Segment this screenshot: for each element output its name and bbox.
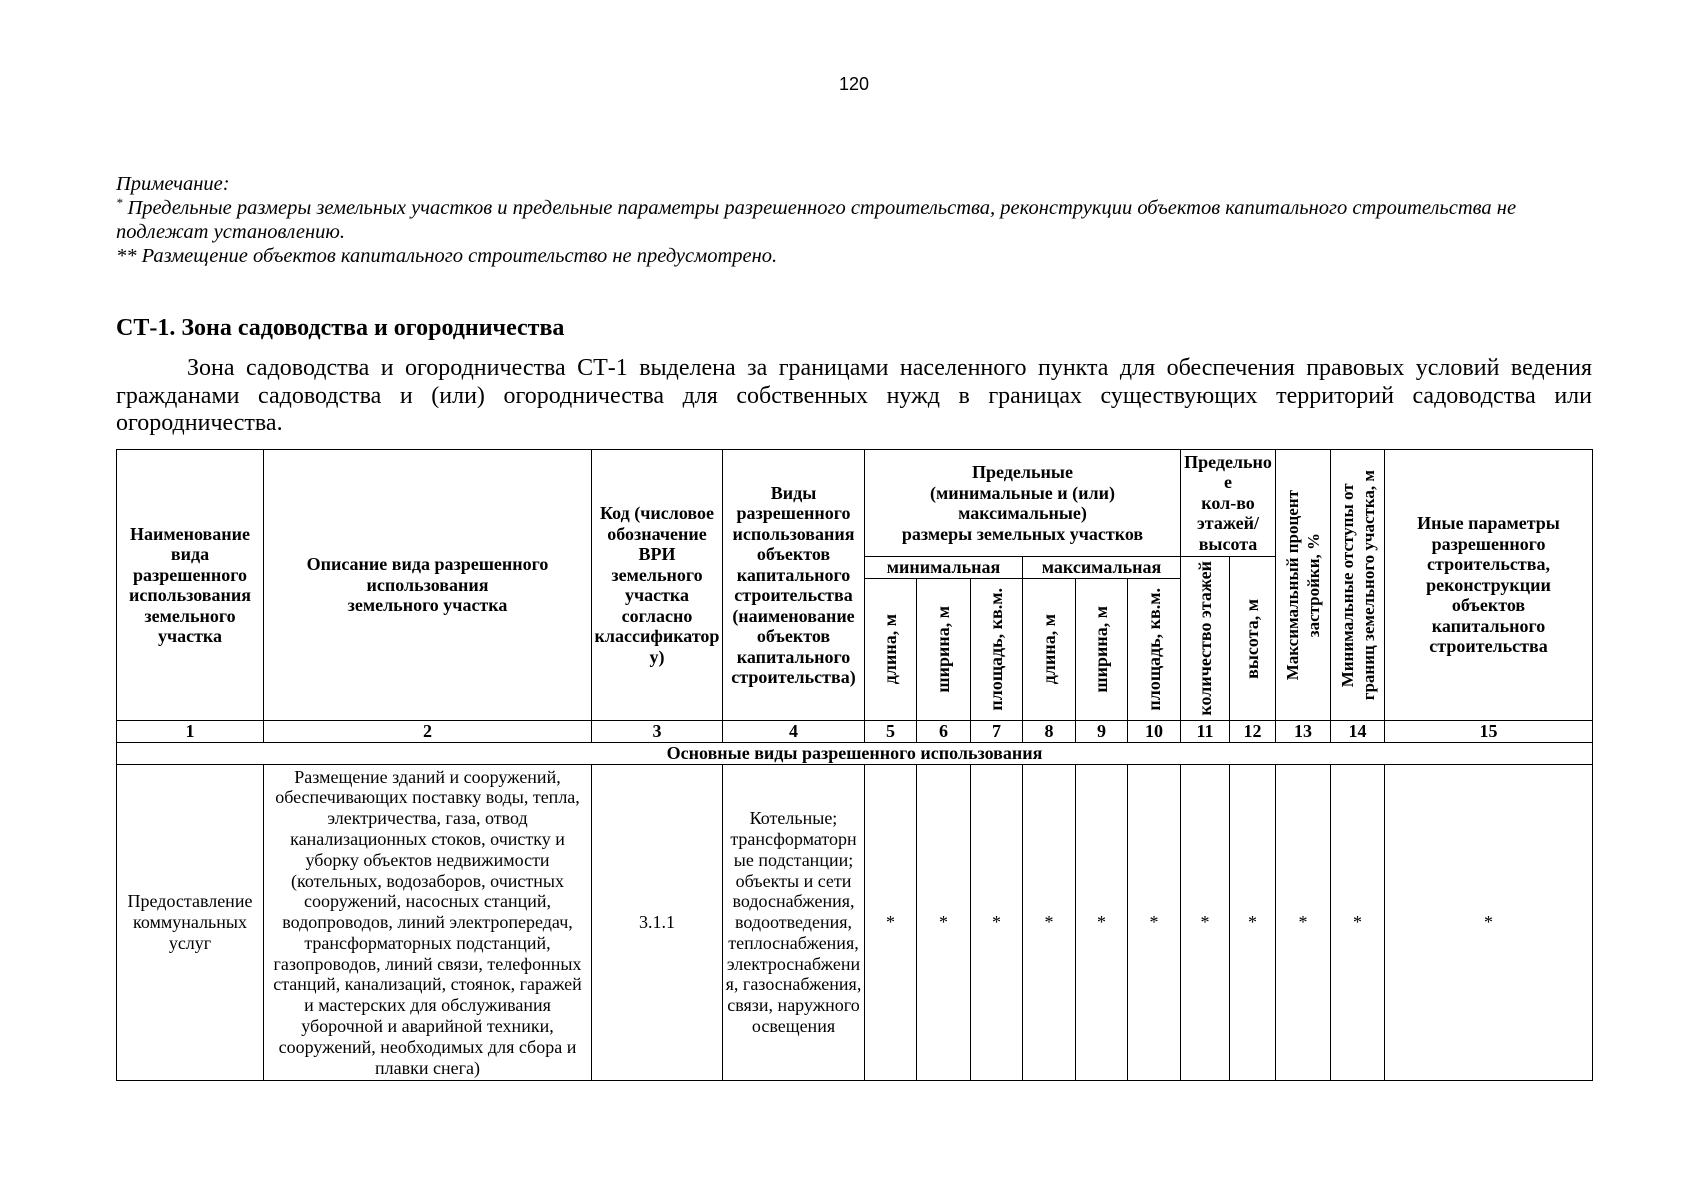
text-line: участка bbox=[624, 585, 690, 605]
header-min-area bbox=[971, 579, 1023, 721]
header-floor-count-text: количество этажей bbox=[1194, 561, 1215, 716]
cell-min-width: * bbox=[917, 765, 971, 1081]
text-line: сооружений, насосных станций, bbox=[304, 891, 551, 912]
intro-paragraph bbox=[116, 355, 1592, 438]
text-line: классификатор bbox=[594, 626, 720, 646]
text-line: водопроводов, линий электропередач, bbox=[282, 912, 573, 933]
text-line: коммунальных bbox=[133, 912, 247, 933]
header-max-width bbox=[1076, 579, 1128, 721]
text-line: обеспечивающих поставку воды, тепла, bbox=[275, 787, 580, 808]
column-number: 4 bbox=[723, 721, 865, 743]
text-line: Иные параметры bbox=[1417, 513, 1560, 534]
text-line: строительства) bbox=[731, 667, 856, 687]
cell-other-parameters: * bbox=[1385, 765, 1593, 1081]
note-2: ** Размещение объектов капитального строительство не предусмотрено. bbox=[116, 244, 778, 267]
column-number: 10 bbox=[1128, 721, 1181, 743]
text-line: ые подстанции; bbox=[733, 849, 854, 870]
cell-max-width: * bbox=[1076, 765, 1128, 1081]
text-line: Предельно bbox=[1184, 451, 1272, 472]
text-line: максимальные) bbox=[958, 503, 1087, 523]
column-number: 9 bbox=[1076, 721, 1128, 743]
text-line: капитального bbox=[1431, 615, 1546, 636]
header-height-text: высота, м bbox=[1242, 598, 1262, 679]
header-max-width-text: ширина, м bbox=[1091, 606, 1111, 693]
text-line: земельного участка bbox=[347, 595, 508, 616]
column-number: 15 bbox=[1385, 721, 1593, 743]
header-floors-height-limits bbox=[1181, 450, 1276, 557]
land-use-table bbox=[116, 449, 1593, 1081]
text-line: этажей/ bbox=[1197, 513, 1260, 534]
section-row bbox=[117, 743, 1593, 765]
header-maximal: максимальная bbox=[1023, 557, 1181, 579]
text-line: водоснабжения, bbox=[732, 891, 855, 912]
note-1-text: Предельные размеры земельных участков и предельные параметры разрешенного строительства, реконструкции объектов капитального строительства не bbox=[127, 196, 1517, 219]
column-number: 3 bbox=[592, 721, 723, 743]
column-number: 2 bbox=[264, 721, 592, 743]
text-line: Котельные; bbox=[749, 808, 838, 829]
header-floor-count bbox=[1181, 557, 1230, 721]
header-land-use-description bbox=[264, 450, 592, 721]
header-land-use-name bbox=[117, 450, 264, 721]
text-line: трансформаторных подстанций, bbox=[304, 932, 551, 953]
cell-min-length: * bbox=[865, 765, 917, 1081]
header-plot-size-limits bbox=[865, 450, 1181, 557]
cell-max-length: * bbox=[1023, 765, 1076, 1081]
text-line: и мастерских для обслуживания bbox=[304, 995, 551, 1016]
header-min-length-text: длина, м bbox=[880, 614, 900, 685]
text-line: застройки, % bbox=[1304, 532, 1324, 638]
cell-max-building-percent: * bbox=[1276, 765, 1331, 1081]
column-number: 8 bbox=[1023, 721, 1076, 743]
text-line: (минимальные и (или) bbox=[930, 482, 1115, 503]
text-line: (котельных, водозаборов, очистных bbox=[291, 870, 564, 891]
header-min-area-text: площадь, кв.м. bbox=[986, 588, 1006, 711]
text-line: разрешенного bbox=[1431, 533, 1546, 554]
column-number: 12 bbox=[1230, 721, 1276, 743]
header-max-area bbox=[1128, 579, 1181, 721]
text-line: кол-во bbox=[1201, 492, 1255, 513]
notes-block bbox=[116, 173, 1516, 268]
note-1 bbox=[116, 194, 1517, 222]
intro-line: Зона садоводства и огородничества СТ-1 выделена за границами населенного пункта для обеспечения правовых условий ведения bbox=[187, 355, 1592, 381]
cell-floor-count: * bbox=[1181, 765, 1230, 1081]
header-row bbox=[117, 450, 1593, 557]
intro-line: огородничества. bbox=[116, 410, 283, 436]
text-line: плавки снега) bbox=[375, 1057, 480, 1078]
text-line: канализационных стоков, очистку и bbox=[290, 828, 565, 849]
text-line: Максимальный процент bbox=[1283, 489, 1303, 681]
header-vri-code bbox=[592, 450, 723, 721]
text-line: Предоставление bbox=[127, 891, 253, 912]
text-line: разрешенного bbox=[736, 503, 851, 523]
header-min-width-text: ширина, м bbox=[933, 606, 953, 693]
text-line: высота bbox=[1198, 533, 1258, 554]
text-line: Наименование bbox=[130, 523, 250, 544]
text-line: связи, наружного bbox=[727, 995, 860, 1016]
column-number: 11 bbox=[1181, 721, 1230, 743]
text-line: Описание вида разрешенного bbox=[306, 554, 549, 575]
text-line: использования bbox=[129, 585, 251, 605]
table-row bbox=[117, 765, 1593, 1081]
text-line: Минимальные отступы от bbox=[1337, 483, 1357, 687]
text-line: е bbox=[1224, 472, 1232, 493]
text-line: электричества, газа, отвод bbox=[327, 808, 528, 829]
text-line: объектов bbox=[756, 544, 831, 564]
text-line: обозначение bbox=[607, 523, 707, 544]
text-line: капитального bbox=[736, 564, 851, 585]
text-line: земельного bbox=[144, 605, 236, 626]
header-other-parameters bbox=[1385, 450, 1593, 721]
text-line: капитального bbox=[736, 646, 851, 667]
text-line: электроснабжени bbox=[726, 953, 861, 974]
text-line: использования bbox=[732, 523, 855, 544]
text-line: Размещение зданий и сооружений, bbox=[294, 766, 561, 787]
column-number-row bbox=[117, 721, 1593, 743]
header-capital-object-types bbox=[723, 450, 865, 721]
cell-capital-object-types bbox=[723, 765, 865, 1081]
intro-line: гражданами садоводства и (или) огородничества для собственных нужд в границах существующих территорий садоводства или bbox=[116, 382, 1592, 409]
column-number: 1 bbox=[117, 721, 264, 743]
text-line: уборочной и аварийной техники, bbox=[301, 1016, 554, 1037]
page-number: 120 bbox=[838, 74, 870, 94]
section-label: Основные виды разрешенного использования bbox=[117, 743, 1593, 765]
cell-land-use-description bbox=[264, 765, 592, 1081]
text-line: освещения bbox=[751, 1016, 836, 1037]
text-line: границ земельного участка, м bbox=[1358, 469, 1378, 701]
text-line: уборку объектов недвижимости bbox=[305, 849, 550, 870]
text-line: объектов bbox=[756, 626, 831, 646]
text-line: строительства bbox=[1429, 636, 1548, 657]
text-line: строительства, bbox=[1427, 554, 1550, 575]
text-line: сооружений, необходимых для сбора и bbox=[278, 1036, 577, 1057]
text-line: вида bbox=[170, 544, 210, 564]
header-min-width bbox=[917, 579, 971, 721]
column-number: 13 bbox=[1276, 721, 1331, 743]
text-line: теплоснабжения, bbox=[728, 932, 859, 953]
cell-min-setbacks: * bbox=[1331, 765, 1385, 1081]
cell-vri-code: 3.1.1 bbox=[592, 765, 723, 1081]
header-max-building-percent-text bbox=[1282, 490, 1324, 680]
text-line: реконструкции bbox=[1426, 574, 1551, 595]
text-line: земельного bbox=[611, 564, 703, 585]
header-minimal: минимальная bbox=[865, 557, 1023, 579]
header-min-setbacks bbox=[1331, 450, 1385, 721]
text-line: Код (числовое bbox=[600, 503, 714, 523]
header-max-building-percent bbox=[1276, 450, 1331, 721]
header-min-length bbox=[865, 579, 917, 721]
text-line: (наименование bbox=[732, 605, 855, 626]
header-max-length-text: длина, м bbox=[1038, 614, 1059, 685]
text-line: использования bbox=[366, 574, 489, 595]
cell-max-area: * bbox=[1128, 765, 1181, 1081]
header-max-length bbox=[1023, 579, 1076, 721]
text-line: ВРИ bbox=[638, 544, 676, 564]
text-line: размеры земельных участков bbox=[901, 523, 1144, 544]
section-title: СТ-1. Зона садоводства и огородничества bbox=[116, 315, 565, 341]
cell-min-area: * bbox=[971, 765, 1023, 1081]
header-max-area-text: площадь, кв.м. bbox=[1143, 588, 1164, 711]
header-min-setbacks-text bbox=[1337, 470, 1379, 700]
text-line: трансформаторн bbox=[730, 828, 857, 849]
column-number: 14 bbox=[1331, 721, 1385, 743]
header-height bbox=[1230, 557, 1276, 721]
text-line: строительства bbox=[734, 585, 853, 605]
notes-title: Примечание: bbox=[116, 173, 230, 195]
column-number: 6 bbox=[917, 721, 971, 743]
column-number: 5 bbox=[865, 721, 917, 743]
cell-land-use-name bbox=[117, 765, 264, 1081]
cell-height: * bbox=[1230, 765, 1276, 1081]
text-line: объекты и сети bbox=[735, 870, 852, 891]
text-line: водоотведения, bbox=[735, 912, 852, 933]
text-line: согласно bbox=[621, 605, 693, 626]
note-marker: * bbox=[116, 194, 123, 210]
text-line: Виды bbox=[770, 482, 817, 503]
column-number: 7 bbox=[971, 721, 1023, 743]
text-line: объектов bbox=[1451, 595, 1526, 616]
text-line: Предельные bbox=[972, 462, 1073, 482]
text-line: разрешенного bbox=[133, 564, 247, 585]
text-line: газопроводов, линий связи, телефонных bbox=[273, 953, 582, 974]
note-1-continuation: подлежат установлению. bbox=[116, 221, 345, 243]
text-line: у) bbox=[649, 646, 665, 667]
text-line: услуг bbox=[168, 932, 212, 953]
text-line: я, газоснабжения, bbox=[725, 974, 862, 995]
text-line: станций, канализаций, стоянок, гаражей bbox=[273, 974, 582, 995]
text-line: участка bbox=[157, 626, 223, 646]
